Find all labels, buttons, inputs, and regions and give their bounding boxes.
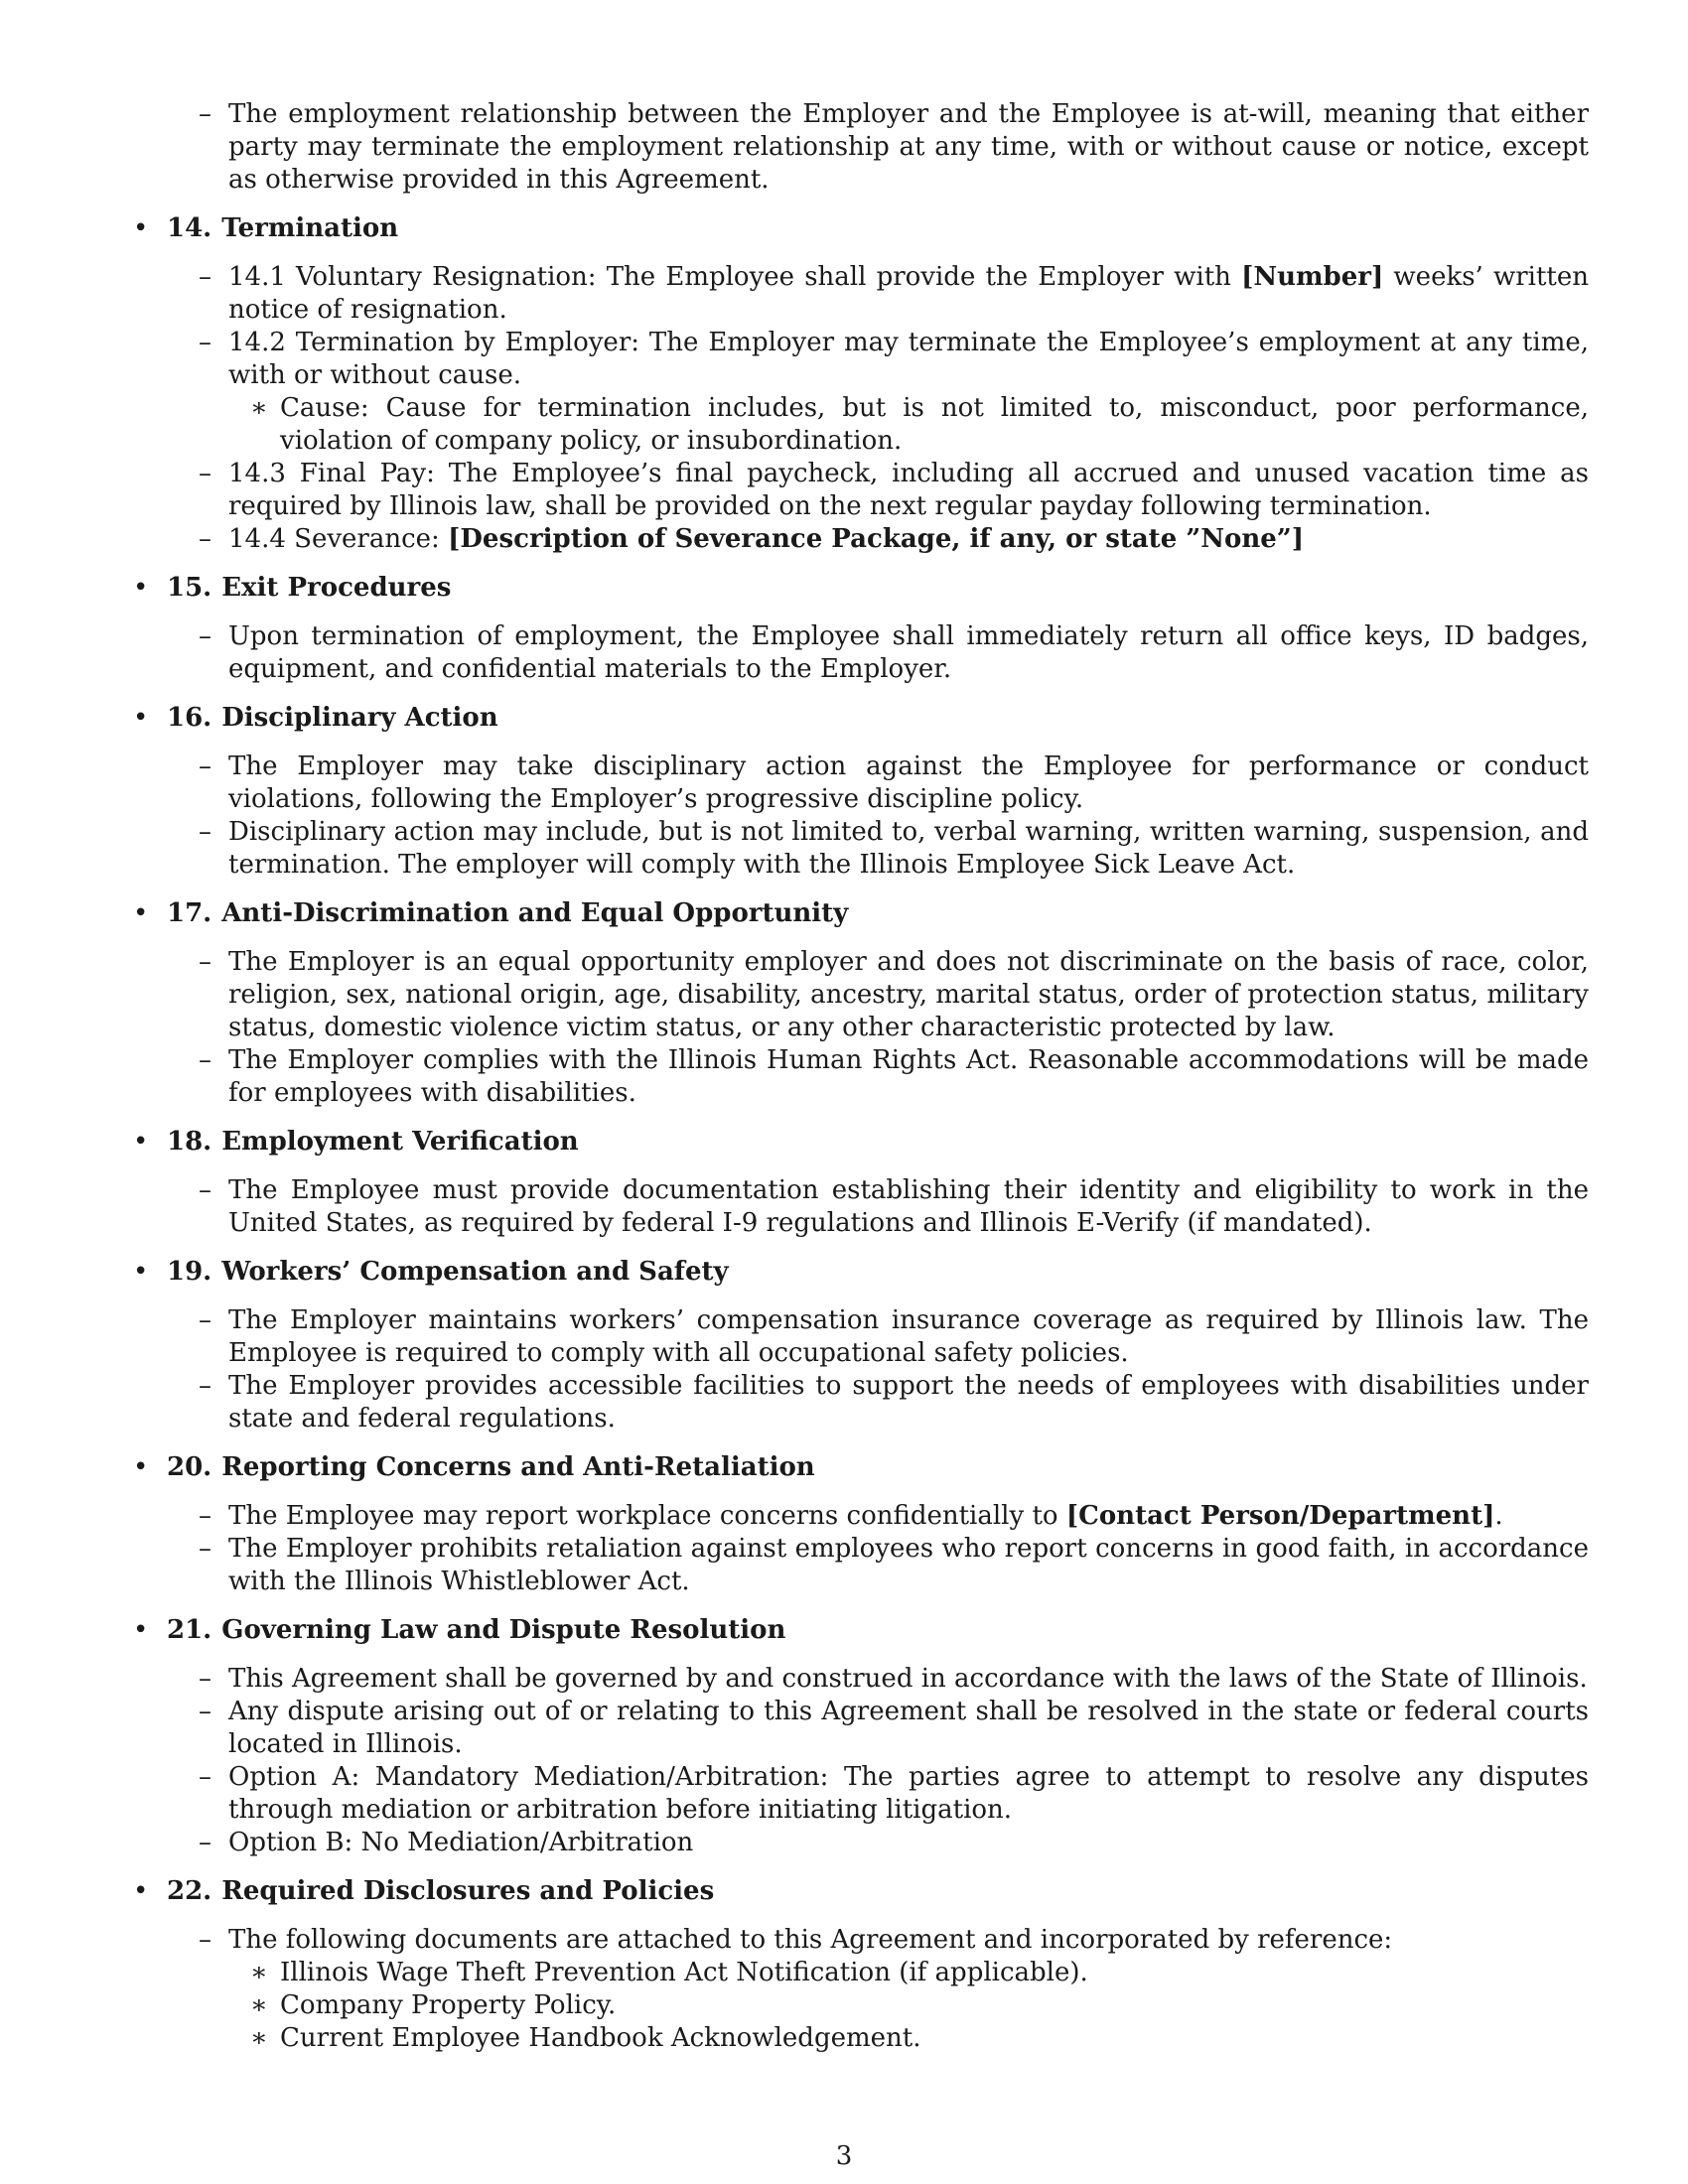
list-item (133, 1924, 1589, 1957)
section-22-heading (133, 1875, 1589, 1908)
section-title: Reporting Concerns and Anti-Retaliation (221, 1452, 815, 1482)
item-text: Cause: Cause for termination includes, but is not limited to, misconduct, poor performance, violation of company policy, or insubordination. (280, 393, 1589, 456)
placeholder-contact: [Contact Person/Department] (1065, 1501, 1495, 1531)
section-number: 20. (167, 1452, 212, 1482)
list-item (133, 523, 1589, 556)
section-20-heading (133, 1451, 1589, 1484)
item-text: The Employee may report workplace concerns confidentially to (228, 1501, 1066, 1531)
sub-list-item (133, 392, 1589, 458)
item-text: The Employee must provide documentation establishing their identity and eligibility to work in the United States, as required by federal I-9 regulations and Illinois E-Verify (if mandated). (228, 1175, 1589, 1238)
intro-text: The employment relationship between the Employer and the Employee is at-will, meaning that either party may terminate the employment relationship at any time, with or without cause or notice, except as otherwise provided in this Agreement. (228, 99, 1589, 195)
item-text: 14.3 Final Pay: The Employee’s final paycheck, including all accrued and unused vacation time as required by Illinois law, shall be provided on the next regular payday following termination. (228, 459, 1589, 521)
section-title: Termination (221, 213, 399, 243)
item-text: The Employer maintains workers’ compensation insurance coverage as required by Illinois law. The Employee is required to comply with all occupational safety policies. (228, 1305, 1589, 1368)
item-text: Any dispute arising out of or relating to this Agreement shall be resolved in the state or federal courts located in Illinois. (228, 1697, 1589, 1759)
item-text: Illinois Wage Theft Prevention Act Notification (if applicable). (280, 1958, 1088, 1987)
item-text: 14.4 Severance: (228, 524, 449, 554)
item-text: The Employer complies with the Illinois Human Rights Act. Reasonable accommodations will be made for employees with disabilities. (228, 1045, 1589, 1108)
item-text: weeks’ written notice of resignation. (228, 262, 1589, 325)
item-text: The Employer provides accessible facilities to support the needs of employees with disabilities under state and federal regulations. (228, 1371, 1589, 1433)
section-21-heading (133, 1614, 1589, 1647)
item-text: Option A: Mandatory Mediation/Arbitration: The parties agree to attempt to resolve any disputes through mediation or arbitration before initiating litigation. (228, 1762, 1589, 1825)
section-number: 14. (167, 213, 212, 243)
item-text: Option B: No Mediation/Arbitration (228, 1828, 694, 1857)
sub-list-item (133, 2022, 1589, 2055)
list-item (133, 620, 1589, 686)
placeholder-number: [Number] (1241, 262, 1384, 292)
item-text: The Employer may take disciplinary action against the Employee for performance or conduct violations, following the Employer’s progressive discipline policy. (228, 751, 1589, 814)
section-number: 21. (167, 1615, 212, 1645)
section-title: Exit Procedures (221, 573, 452, 603)
section-title: Workers’ Compensation and Safety (221, 1257, 729, 1287)
list-item (133, 261, 1589, 327)
list-item (133, 1500, 1589, 1533)
list-item (133, 458, 1589, 523)
list-item (133, 946, 1589, 1044)
list-item (133, 751, 1589, 816)
item-text: Disciplinary action may include, but is not limited to, verbal warning, written warning, suspension, and termination. The employer will comply with the Illinois Employee Sick Leave Act. (228, 817, 1589, 880)
item-text: Current Employee Handbook Acknowledgement. (280, 2023, 921, 2053)
section-17-heading (133, 897, 1589, 930)
list-item (133, 1044, 1589, 1110)
list-item (133, 1304, 1589, 1370)
page-number: 3 (835, 2141, 853, 2171)
list-item (133, 327, 1589, 392)
item-text: The following documents are attached to this Agreement and incorporated by reference: (228, 1925, 1393, 1955)
list-item (133, 1827, 1589, 1859)
item-text: The Employer is an equal opportunity employer and does not discriminate on the basis of race, color, religion, sex, national origin, age, disability, ancestry, marital status, order of protection status, military status, domestic violence victim status, or any other characteristic protected by law. (228, 947, 1589, 1042)
item-text: 14.1 Voluntary Resignation: The Employee shall provide the Employer with (228, 262, 1242, 292)
section-number: 17. (167, 898, 212, 928)
list-item (133, 1761, 1589, 1827)
item-text: 14.2 Termination by Employer: The Employer may terminate the Employee’s employment at any time, with or without cause. (228, 328, 1589, 390)
section-number: 16. (167, 703, 212, 733)
sub-list-item (133, 1957, 1589, 1989)
list-item (133, 816, 1589, 882)
section-18-heading (133, 1126, 1589, 1159)
list-item (133, 1663, 1589, 1696)
item-text: Upon termination of employment, the Employee shall immediately return all office keys, ID badges, equipment, and confidential materials to the Employer. (228, 621, 1589, 684)
section-16-heading (133, 702, 1589, 735)
section-14-heading (133, 212, 1589, 245)
section-number: 18. (167, 1127, 212, 1157)
document-body (133, 98, 1589, 2055)
section-number: 19. (167, 1257, 212, 1287)
section-15-heading (133, 572, 1589, 605)
item-text: Company Property Policy. (280, 1990, 617, 2020)
section-title: Anti-Discrimination and Equal Opportunity (221, 898, 849, 928)
placeholder-severance: [Description of Severance Package, if any, or state ”None”] (448, 524, 1305, 554)
intro-at-will-item (133, 98, 1589, 197)
list-item (133, 1533, 1589, 1598)
sub-list-item (133, 1989, 1589, 2022)
section-title: Employment Verification (221, 1127, 579, 1157)
section-title: Disciplinary Action (221, 703, 498, 733)
list-item (133, 1696, 1589, 1761)
section-number: 22. (167, 1876, 212, 1906)
list-item (133, 1174, 1589, 1240)
section-title: Required Disclosures and Policies (221, 1876, 715, 1906)
list-item (133, 1370, 1589, 1435)
item-text: The Employer prohibits retaliation against employees who report concerns in good faith, in accordance with the Illinois Whistleblower Act. (228, 1534, 1589, 1596)
item-text: . (1494, 1501, 1503, 1531)
section-title: Governing Law and Dispute Resolution (221, 1615, 786, 1645)
section-19-heading (133, 1256, 1589, 1289)
section-number: 15. (167, 573, 212, 603)
item-text: This Agreement shall be governed by and construed in accordance with the laws of the State of Illinois. (228, 1664, 1588, 1694)
